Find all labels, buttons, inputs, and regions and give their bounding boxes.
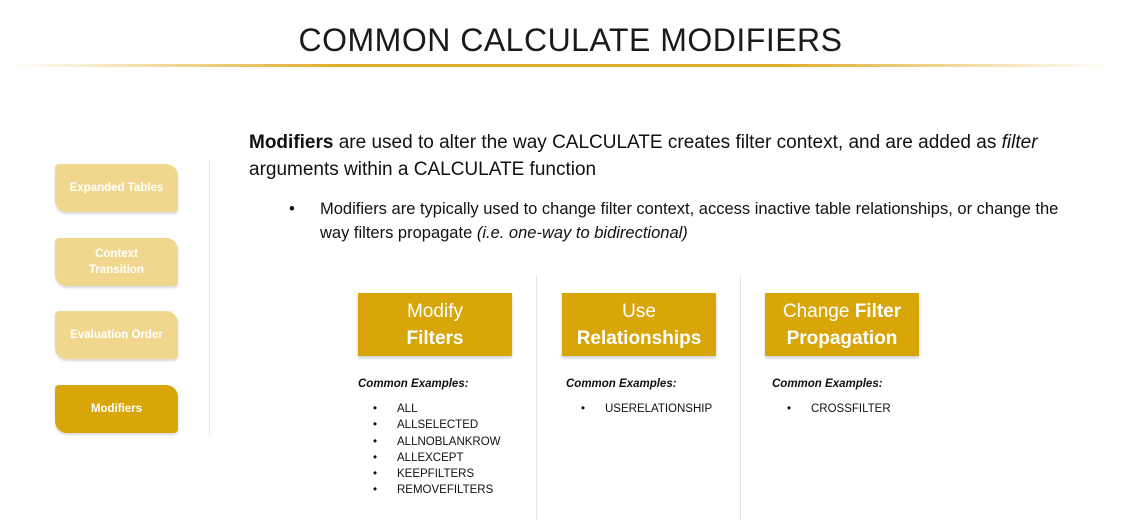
column-divider xyxy=(536,275,537,520)
column-divider xyxy=(740,275,741,520)
intro-italic-word: filter xyxy=(1001,132,1038,153)
examples-list-change-filter-propagation xyxy=(785,401,891,417)
intro-paragraph xyxy=(249,129,1069,183)
examples-label: Common Examples: xyxy=(772,378,883,390)
card-line2: Propagation xyxy=(786,327,898,349)
examples-label: Common Examples: xyxy=(566,378,677,390)
list-item: • REMOVEFILTERS xyxy=(371,482,501,498)
nav-item-label: Expanded Tables xyxy=(69,182,164,194)
nav-item-label: Modifiers xyxy=(90,403,143,415)
nav-item-label: Evaluation Order xyxy=(70,329,163,341)
list-item: • CROSSFILTER xyxy=(785,401,891,417)
nav-item-context-transition[interactable] xyxy=(55,238,178,286)
card-use-relationships xyxy=(562,293,716,356)
card-line2: Filters xyxy=(406,327,464,349)
examples-list-use-relationships xyxy=(579,401,712,417)
nav-item-label: Context Transition xyxy=(89,248,144,276)
bullet-text: Modifiers are typically used to change filter context, access inactive table relationships, or change the way filters propagate xyxy=(320,200,1059,242)
card-modify-filters xyxy=(358,293,512,356)
bullet-italic: (i.e. one-way to bidirectional) xyxy=(476,224,688,242)
intro-text-1: are used to alter the way CALCULATE creates filter context, and are added as xyxy=(333,132,1002,153)
list-item: • ALL xyxy=(371,401,501,417)
bullet-marker: • xyxy=(289,200,295,218)
card-change-filter-propagation xyxy=(765,293,919,356)
list-item: • USERELATIONSHIP xyxy=(579,401,712,417)
list-item: • ALLSELECTED xyxy=(371,417,501,433)
card-line1: Modify xyxy=(407,300,463,322)
nav-item-evaluation-order[interactable] xyxy=(55,311,178,359)
intro-text-2: arguments within a CALCULATE function xyxy=(249,159,597,180)
slide-title: COMMON CALCULATE MODIFIERS xyxy=(298,22,843,58)
title-underline xyxy=(10,64,1110,67)
card-line1-bold: Filter xyxy=(854,300,902,322)
card-line2: Relationships xyxy=(576,327,702,349)
card-line1 xyxy=(783,298,901,325)
intro-bold-word: Modifiers xyxy=(249,132,334,153)
nav-divider xyxy=(209,160,210,435)
examples-label: Common Examples: xyxy=(358,378,469,390)
card-line1: Use xyxy=(622,300,656,322)
list-item: • ALLEXCEPT xyxy=(371,450,501,466)
nav-item-modifiers[interactable] xyxy=(55,385,178,433)
list-item: • KEEPFILTERS xyxy=(371,466,501,482)
examples-list-modify-filters xyxy=(371,401,501,499)
list-item: • ALLNOBLANKROW xyxy=(371,434,501,450)
card-line1-plain: Change xyxy=(782,300,855,322)
nav-item-expanded-tables[interactable] xyxy=(55,164,178,212)
